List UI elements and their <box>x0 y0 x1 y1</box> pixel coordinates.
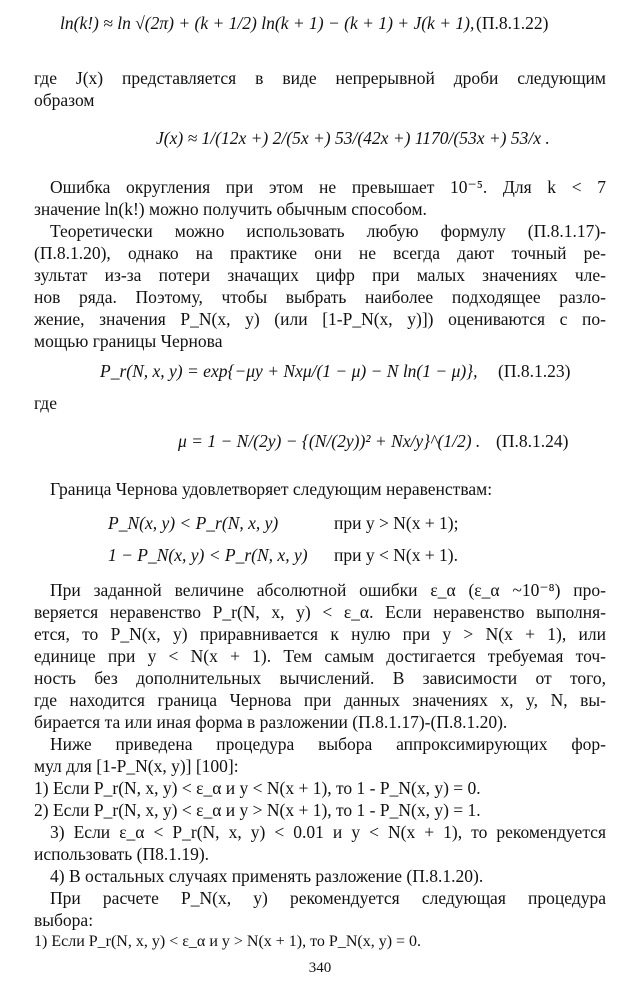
text-line: При расчете P_N(x, y) рекомендуется следующая процедура <box>50 888 606 908</box>
text-line: единице при y < N(x + 1). Тем самым достигается требуемая точ- <box>34 646 606 666</box>
list-item: 4) В остальных случаях применять разложение (П.8.1.20). <box>50 866 484 886</box>
list-item: 2) Если P_r(N, x, y) < ε_α и y > N(x + 1), то 1 - P_N(x, y) = 1. <box>34 800 481 820</box>
list-item: 1) Если P_r(N, x, y) < ε_α и y > N(x + 1), то P_N(x, y) = 0. <box>34 933 422 950</box>
text-line: мул для [1-P_N(x, y)] [100]: <box>34 756 239 776</box>
inequality-condition: при y > N(x + 1); <box>334 513 459 533</box>
text-line: нов ряда. Поэтому, чтобы выбрать наиболее подходящее разло- <box>34 287 606 307</box>
text-line: зультат из-за потери значащих цифр при малых значениях чле- <box>34 265 606 285</box>
equation-number-23: (П.8.1.23) <box>498 361 571 381</box>
equation-8-1-22: ln(k!) ≈ ln √(2π) + (k + 1/2) ln(k + 1) − (k + 1) + J(k + 1), <box>60 13 475 33</box>
text-line: где J(x) представляется в виде непрерывной дроби следующим <box>34 68 606 88</box>
inequality-left: 1 − P_N(x, y) < P_r(N, x, y) <box>108 545 308 565</box>
text-line: где находится граница Чернова при данных значениях x, y, N, вы- <box>34 690 606 710</box>
equation-number-24: (П.8.1.24) <box>496 431 569 451</box>
text-line: где <box>34 393 57 413</box>
equation-continued-fraction: J(x) ≈ 1/(12x +) 2/(5x +) 53/(42x +) 1170/(53x +) 53/x . <box>156 128 550 148</box>
text-line: значение ln(k!) можно получить обычным способом. <box>34 199 427 219</box>
equation-number-22: (П.8.1.22) <box>476 13 549 33</box>
text-line: Теоретически можно использовать любую формулу (П.8.1.17)- <box>50 221 606 241</box>
text-line: ность без дополнительных вычислений. В зависимости от того, <box>34 668 606 688</box>
text-line: мощью границы Чернова <box>34 331 223 351</box>
list-item: 1) Если P_r(N, x, y) < ε_α и y < N(x + 1), то 1 - P_N(x, y) = 0. <box>34 778 481 798</box>
equation-8-1-23: P_r(N, x, y) = exp{−μy + Nxμ/(1 − μ) − N ln(1 − μ)}, <box>100 361 478 381</box>
text-line: бирается та или иная форма в разложении (П.8.1.17)-(П.8.1.20). <box>34 712 508 732</box>
equation-8-1-24: μ = 1 − N/(2y) − {(N/(2y))² + Nx/y}^(1/2) . <box>178 431 481 451</box>
text-line: Ниже приведена процедура выбора аппроксимирующих фор- <box>50 734 606 754</box>
text-line: Ошибка округления при этом не превышает 10⁻⁵. Для k < 7 <box>50 177 606 197</box>
text-line: образом <box>34 90 95 110</box>
text-line: ется, то P_N(x, y) приравнивается к нулю при y > N(x + 1), или <box>34 624 606 644</box>
text-line: При заданной величине абсолютной ошибки ε_α (ε_α ~10⁻⁸) про- <box>50 580 606 600</box>
list-item: использовать (П8.1.19). <box>34 844 210 864</box>
inequality-condition: при y < N(x + 1). <box>334 545 459 565</box>
text-line: (П.8.1.20), однако на практике они не всегда дают точный ре- <box>34 243 606 263</box>
text-line: веряется неравенство P_r(N, x, y) < ε_α. Если неравенство выполня- <box>34 602 606 622</box>
page-number: 340 <box>308 960 332 976</box>
inequality-left: P_N(x, y) < P_r(N, x, y) <box>108 513 279 533</box>
text-line: жение, значения P_N(x, y) (или [1-P_N(x, y)]) оцениваются с по- <box>34 309 606 329</box>
text-line: Граница Чернова удовлетворяет следующим неравенствам: <box>50 479 493 499</box>
text-line: выбора: <box>34 910 94 930</box>
list-item: 3) Если ε_α < P_r(N, x, y) < 0.01 и y < N(x + 1), то рекомендуется <box>50 822 606 842</box>
